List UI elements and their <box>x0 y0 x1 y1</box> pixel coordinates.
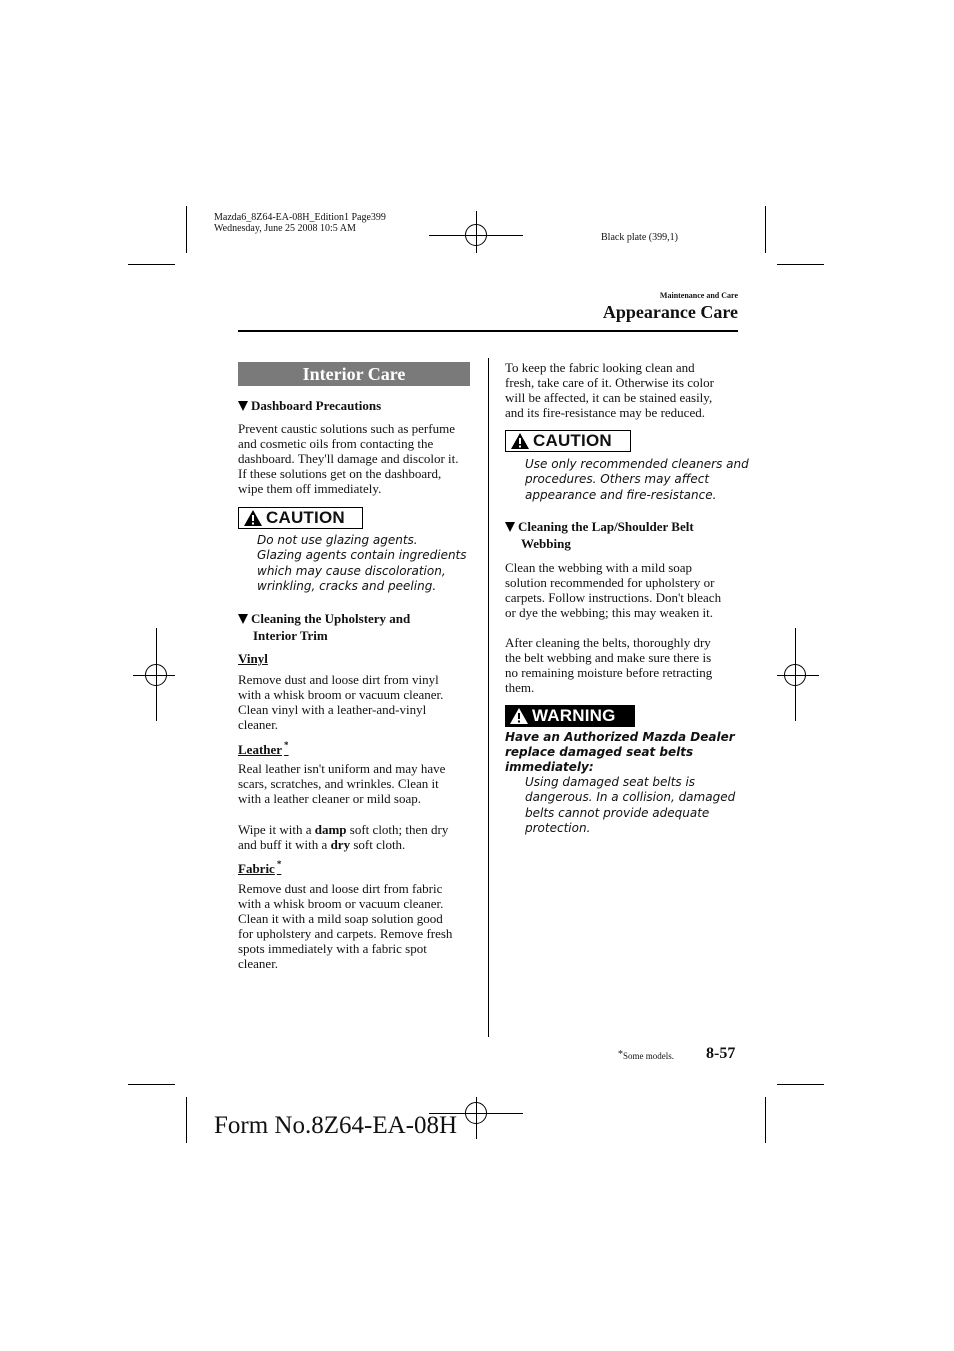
page-number: 8-57 <box>706 1045 736 1062</box>
page-title: Appearance Care <box>602 302 738 322</box>
belt-text-1: Clean the webbing with a mild soap solution recommended for upholstery or carpets. Follow instructions. Don't bleach or dye the webbing; this may weaken it. <box>505 560 722 620</box>
triangle-bullet-icon <box>505 522 515 532</box>
caution-box-1 <box>238 507 363 529</box>
upholstery-heading: Cleaning the Upholstery and Interior Trim <box>238 610 410 644</box>
caution-box-2 <box>505 430 631 452</box>
leather-wipe-text: Wipe it with a damp soft cloth; then dry and buff it with a dry soft cloth. <box>238 822 449 852</box>
leather-text: Real leather isn't uniform and may have scars, scratches, and wrinkles. Clean it with a leather cleaner or mild soap. <box>238 761 446 806</box>
caution-label: CAUTION <box>533 431 612 450</box>
caution-label: CAUTION <box>266 508 345 527</box>
section-name: Maintenance and Care <box>659 291 738 300</box>
plate-label: Black plate (399,1) <box>601 232 678 243</box>
print-meta-line1: Mazda6_8Z64-EA-08H_Edition1 Page399 <box>214 212 386 223</box>
fabric-intro-text: To keep the fabric looking clean and fresh, take care of it. Otherwise its color will be affected, it can be stained easily, and its fire-resistance may be reduced. <box>505 360 715 420</box>
warning-lead-text: Have an Authorized Mazda Dealer replace damaged seat belts immediately: <box>505 730 735 774</box>
triangle-bullet-icon <box>238 401 248 411</box>
warning-triangle-icon <box>509 707 529 725</box>
warning-label: WARNING <box>532 706 616 725</box>
caution-2-text: Use only recommended cleaners and procedures. Others may affect appearance and fire-resistance. <box>525 457 749 502</box>
header-rule <box>238 330 738 332</box>
fabric-text: Remove dust and loose dirt from fabric with a whisk broom or vacuum cleaner. Clean it with a mild soap solution good for upholstery and carpets. Remove fresh spots immediately with a fabric spot cleaner. <box>238 881 453 971</box>
vinyl-heading: Vinyl <box>238 651 268 666</box>
print-meta-line2: Wednesday, June 25 2008 10:5 AM <box>214 223 356 234</box>
warning-triangle-icon <box>510 432 530 450</box>
warning-box <box>505 705 635 727</box>
dashboard-heading: Dashboard Precautions <box>238 397 381 414</box>
caution-1-text: Do not use glazing agents. Glazing agents contain ingredients which may cause discoloration, wrinkling, cracks and peeling. <box>257 533 467 593</box>
triangle-bullet-icon <box>238 614 248 624</box>
form-number: Form No.8Z64-EA-08H <box>214 1112 458 1139</box>
warning-triangle-icon <box>243 509 263 527</box>
leather-heading: Leather * <box>238 740 289 757</box>
footnote: *Some models. <box>618 1049 674 1061</box>
belt-heading: Cleaning the Lap/Shoulder Belt Webbing <box>505 518 694 552</box>
column-divider <box>488 358 489 1037</box>
belt-text-2: After cleaning the belts, thoroughly dry the belt webbing and make sure there is no remaining moisture before retracting them. <box>505 635 713 695</box>
warning-detail-text: Using damaged seat belts is dangerous. In a collision, damaged belts cannot provide adequate protection. <box>525 775 736 835</box>
vinyl-text: Remove dust and loose dirt from vinyl with a whisk broom or vacuum cleaner. Clean vinyl with a leather-and-vinyl cleaner. <box>238 672 444 732</box>
fabric-heading: Fabric * <box>238 859 282 876</box>
print-meta <box>214 212 386 234</box>
interior-care-banner: Interior Care <box>238 362 470 386</box>
dashboard-text: Prevent caustic solutions such as perfume and cosmetic oils from contacting the dashboard. They'll damage and discolor it. If these solutions get on the dashboard, wipe them off immediately. <box>238 421 459 496</box>
